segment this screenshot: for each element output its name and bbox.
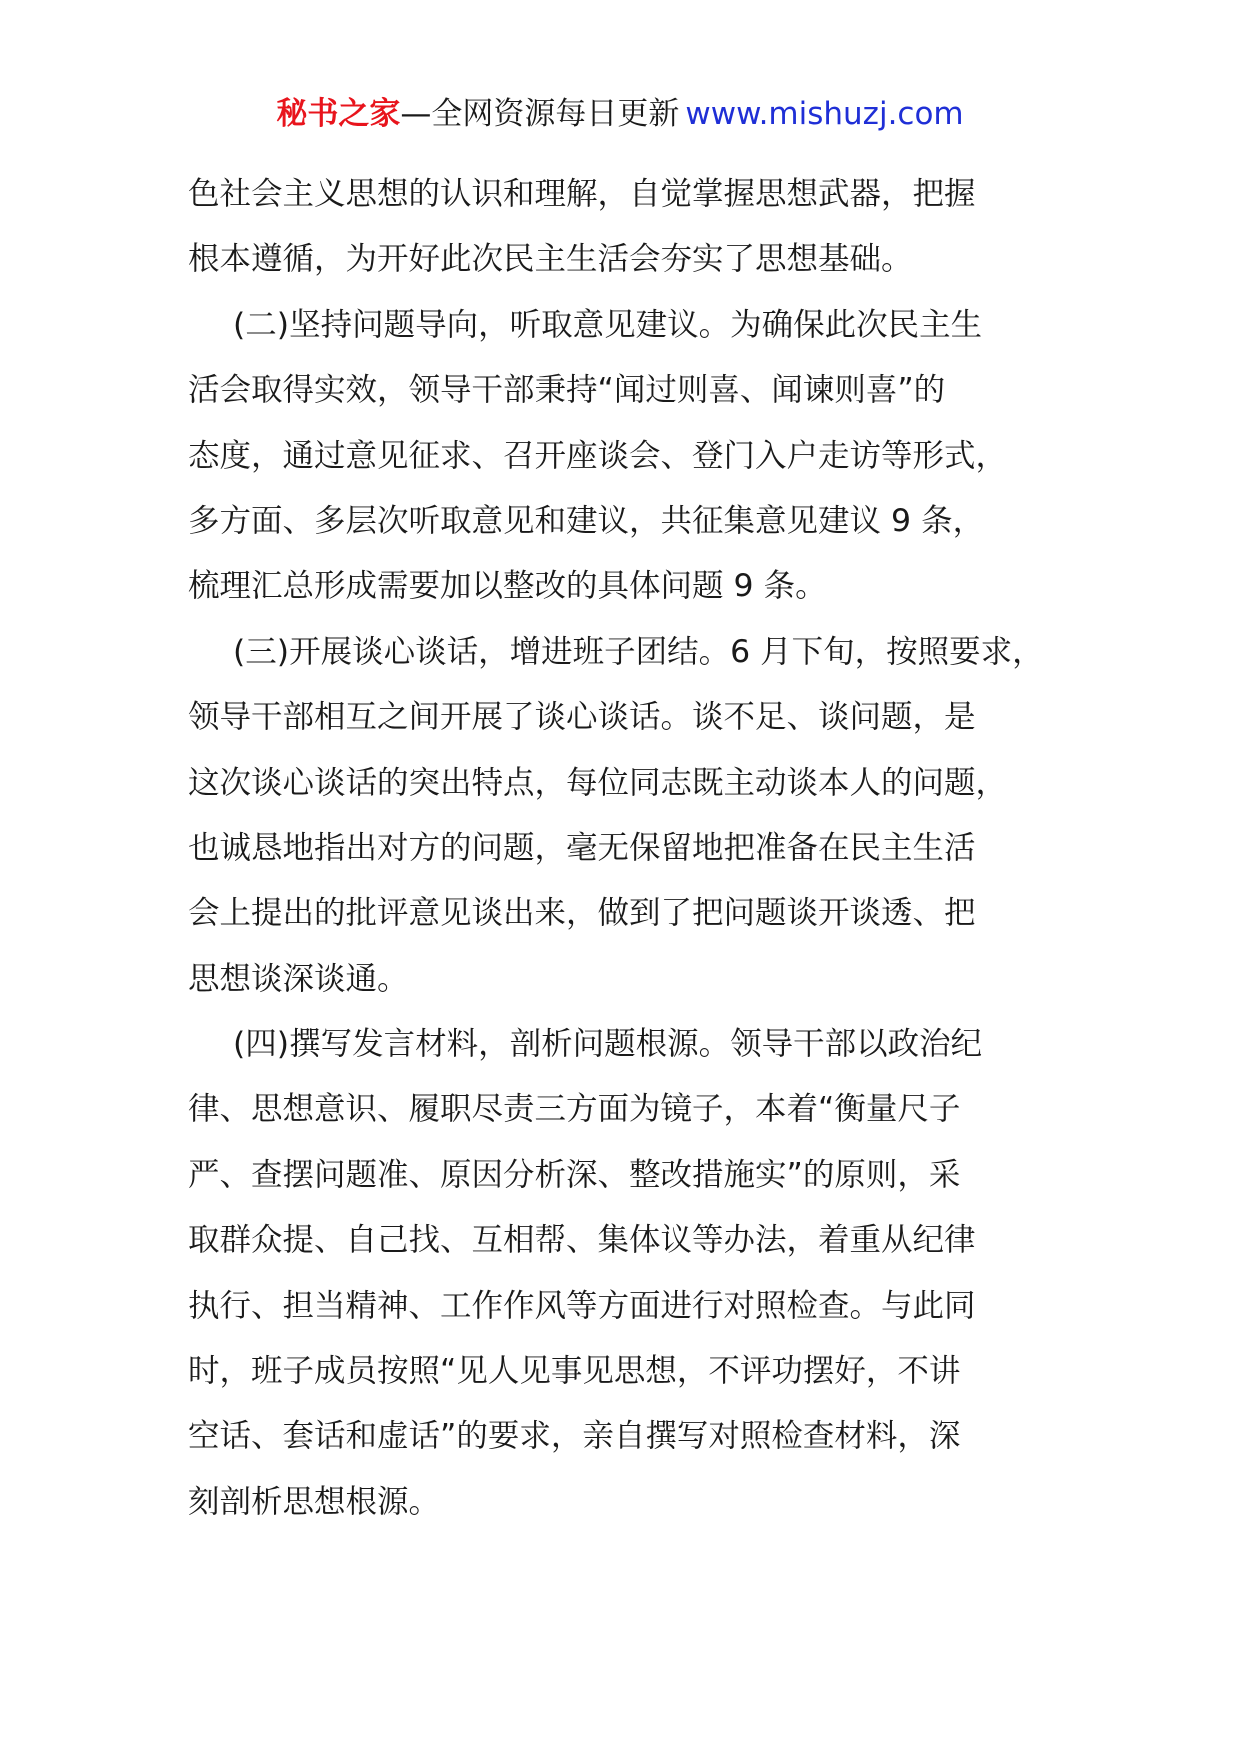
site-url-link[interactable]: www.mishuzj.com — [685, 96, 964, 132]
paragraph-start-line: (三)开展谈心谈话，增进班子团结。6 月下旬，按照要求， — [233, 633, 1044, 670]
text-line: 取群众提、自己找、互相帮、集体议等办法，着重从纪律 — [188, 1222, 976, 1259]
text-line: 色社会主义思想的认识和理解，自觉掌握思想武器，把握 — [188, 176, 976, 212]
document-body — [188, 162, 1088, 1535]
text-line: 会上提出的批评意见谈出来，做到了把问题谈开谈透、把 — [188, 895, 976, 932]
text-line: 态度，通过意见征求、召开座谈会、登门入户走访等形式， — [188, 437, 1008, 474]
text-line: 多方面、多层次听取意见和建议，共征集意见建议 9 条， — [188, 502, 985, 539]
text-line: 这次谈心谈话的突出特点，每位同志既主动谈本人的问题， — [188, 764, 1008, 801]
text-line: 梳理汇总形成需要加以整改的具体问题 9 条。 — [188, 568, 827, 605]
text-line: 空话、套话和虚话”的要求，亲自撰写对照检查材料，深 — [188, 1418, 961, 1455]
text-line: 严、查摆问题准、原因分析深、整改措施实”的原则，采 — [188, 1156, 961, 1193]
text-line: 活会取得实效，领导干部秉持“闻过则喜、闻谏则喜”的 — [188, 372, 946, 409]
text-line: 思想谈深谈通。 — [188, 960, 409, 997]
text-line: 律、思想意识、履职尽责三方面为镜子，本着“衡量尺子 — [188, 1091, 961, 1128]
text-line: 根本遵循，为开好此次民主生活会夯实了思想基础。 — [188, 241, 913, 278]
header-tagline: —全网资源每日更新 — [400, 96, 680, 132]
brand-name: 秘书之家 — [276, 96, 401, 132]
paragraph-start-line: (四)撰写发言材料，剖析问题根源。领导干部以政治纪 — [233, 1026, 983, 1063]
text-line: 执行、担当精神、工作作风等方面进行对照检查。与此同 — [188, 1287, 976, 1324]
text-line: 时，班子成员按照“见人见事见思想，不评功摆好，不讲 — [188, 1353, 961, 1390]
text-line: 刻剖析思想根源。 — [188, 1483, 441, 1520]
paragraph-start-line: (二)坚持问题导向，听取意见建议。为确保此次民主生 — [233, 306, 983, 343]
text-line: 也诚恳地指出对方的问题，毫无保留地把准备在民主生活 — [188, 829, 976, 866]
text-line: 领导干部相互之间开展了谈心谈话。谈不足、谈问题，是 — [188, 699, 976, 736]
page-header — [0, 92, 1240, 136]
